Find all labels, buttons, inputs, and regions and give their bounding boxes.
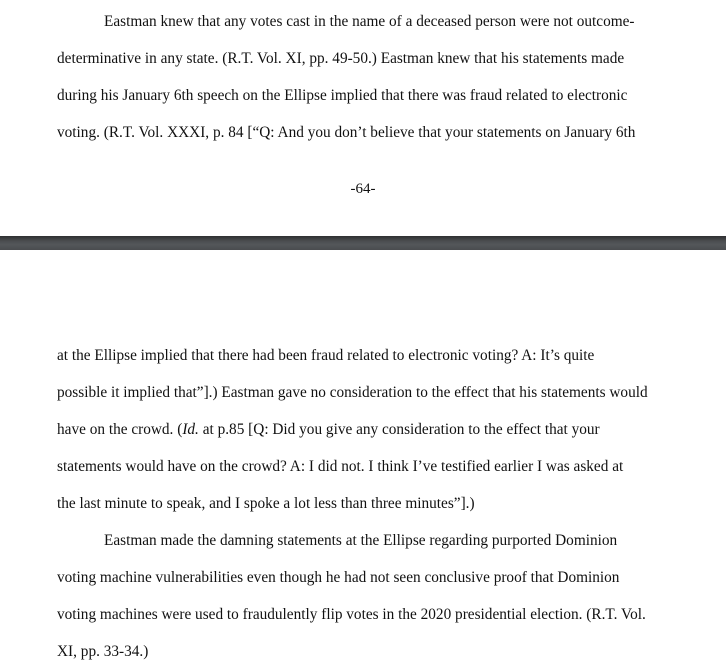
text-line: determinative in any state. (R.T. Vol. XI, pp. 49-50.) Eastman knew that his statements made [57, 50, 625, 67]
text-segment: at p.85 [Q: Did you give any consideration to the effect that your [198, 421, 600, 438]
text-line: during his January 6th speech on the Ellipse implied that there was fraud related to electronic [57, 87, 628, 104]
text-line: voting machine vulnerabilities even though he had not seen conclusive proof that Dominion [57, 569, 620, 586]
document-page-65 [0, 250, 726, 668]
text-line: Eastman knew that any votes cast in the name of a deceased person were not outcome- [104, 13, 635, 30]
text-line: voting. (R.T. Vol. XXXI, p. 84 [“Q: And you don’t believe that your statements on January 6th [57, 124, 636, 141]
text-line: the last minute to speak, and I spoke a lot less than three minutes”].) [57, 495, 475, 512]
text-line: at the Ellipse implied that there had been fraud related to electronic voting? A: It’s quite [57, 347, 595, 364]
document-page-64 [0, 0, 726, 236]
text-line: possible it implied that”].) Eastman gave no consideration to the effect that his statements would [57, 384, 648, 401]
citation-id: Id. [182, 421, 199, 438]
text-line: Eastman made the damning statements at the Ellipse regarding purported Dominion [104, 532, 618, 549]
text-line: voting machines were used to fraudulently flip votes in the 2020 presidential election. (R.T. Vol. [57, 606, 646, 623]
text-line [57, 421, 600, 439]
text-segment: have on the crowd. ( [57, 421, 183, 438]
page-number: -64- [350, 181, 376, 197]
text-line: statements would have on the crowd? A: I did not. I think I’ve testified earlier I was asked at [57, 458, 624, 475]
text-line: XI, pp. 33-34.) [57, 643, 149, 660]
page-separator [0, 236, 726, 250]
